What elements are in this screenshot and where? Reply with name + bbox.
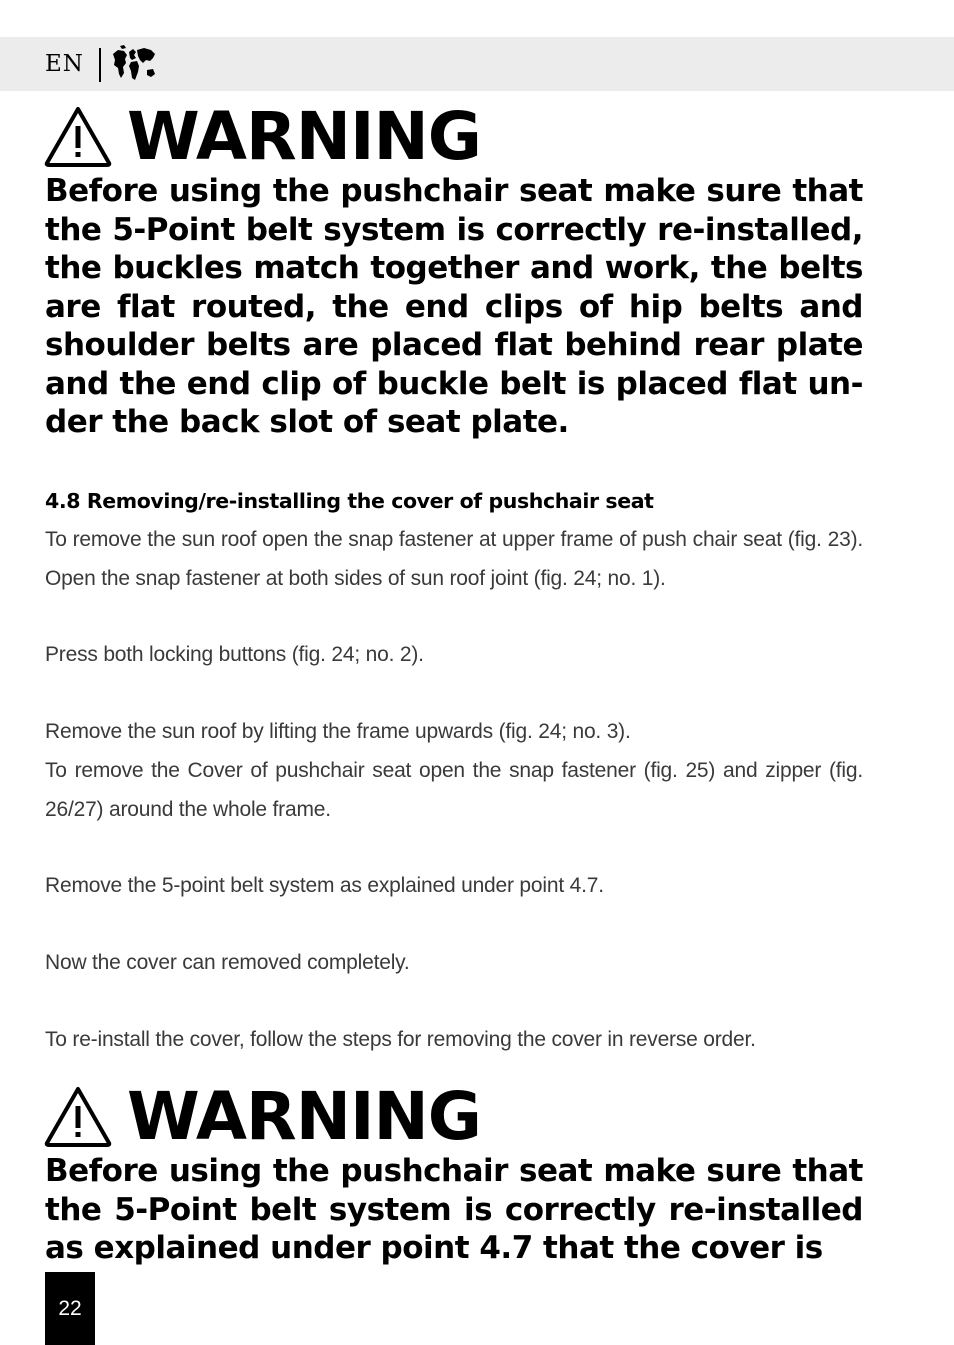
warning-text: Before using the pushchair seat make sure that the 5-Point belt system is correctly re-installed, the buckles match together and work, the belts are flat routed, the end clips of hip belts and shoulder belts are placed flat behind rear plate and the end clip of buckle belt is placed flat un-der the back slot of seat plate. [45,173,863,440]
page-number-box [45,1272,95,1345]
warning-title: WARNING [127,1078,481,1155]
warning-title: WARNING [127,98,481,175]
instruction-paragraph: Remove the 5-point belt system as explained under point 4.7. [45,874,604,897]
warning-text: Before using the pushchair seat make sure that the 5-Point belt system is correctly re-installed as explained under point 4.7 that the cover is [45,1153,863,1266]
instruction-paragraph: Remove the sun roof by lifting the frame upwards (fig. 24; no. 3). [45,720,631,743]
instruction-paragraph: Now the cover can removed completely. [45,951,410,974]
instruction-paragraph: To remove the Cover of pushchair seat open the snap fastener (fig. 25) and zipper (fig. 26/27) around the whole frame. [45,759,863,821]
instruction-paragraph: To re-install the cover, follow the steps for removing the cover in reverse order. [45,1028,756,1051]
world-map-icon [110,44,158,86]
header-divider [99,48,101,82]
instruction-paragraph: To remove the sun roof open the snap fastener at upper frame of push chair seat (fig. 23). Open the snap fastener at both sides of sun roof joint (fig. 24; no. 1). [45,528,863,590]
section-heading: 4.8 Removing/re-installing the cover of pushchair seat [45,489,654,513]
language-code: EN [45,51,84,77]
page-number: 22 [58,1297,82,1320]
instruction-paragraph: Press both locking buttons (fig. 24; no. 2). [45,643,424,666]
warning-triangle-icon [44,1086,112,1148]
warning-triangle-icon [44,106,112,168]
